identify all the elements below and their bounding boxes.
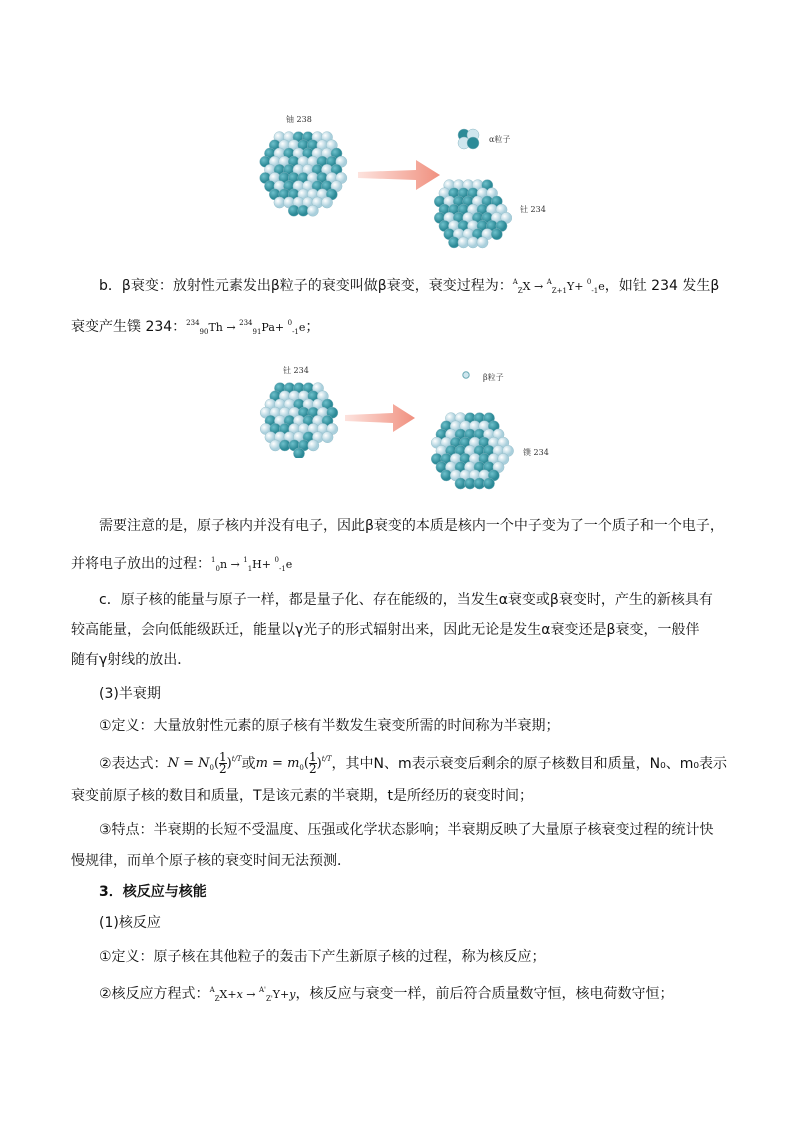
decay-arrow-icon <box>358 160 440 190</box>
protactinium-nucleus <box>427 406 515 492</box>
half-life-expression-line2: 衰变前原子核的数目和质量，T是该元素的半衰期，t是所经历的衰变时间； <box>71 788 534 804</box>
alpha-particle-label: α粒子 <box>489 135 511 144</box>
gamma-line1: c．原子核的能量与原子一样，都是量子化、存在能级的，当发生α衰变或β衰变时，产生的新核具有 <box>99 592 713 608</box>
uranium-238-label: 铀 238 <box>286 115 312 124</box>
decay-arrow-icon-2 <box>345 404 415 432</box>
beta-particle-label: β粒子 <box>483 373 504 382</box>
equation-label: ②核反应方程式： <box>99 986 210 1002</box>
nuclear-reaction-heading: (1)核反应 <box>99 915 161 931</box>
note-text: 并将电子放出的过程： <box>71 556 211 572</box>
thorium-decay-equation: $^{234}_{90}$Th → $^{234}_{91}$Pa+ $^0_{-1}$e <box>186 319 306 336</box>
nuclear-reaction-equation: $^A_Z$X+x → $^{A'}_{Z'}$Y+y <box>209 986 296 1003</box>
half-life-heading: (3)半衰期 <box>99 686 161 702</box>
gamma-line2: 较高能量，会向低能级跃迁，能量以γ光子的形式辐射出来，因此无论是发生α衰变还是β衰变，一般伴 <box>71 622 700 638</box>
thorium-234-label: 钍 234 <box>520 205 546 214</box>
note-line2 <box>71 550 292 579</box>
beta-decay-equation: $^A_Z$X → $^A_{Z+1}$Y+ $^0_{-1}$e <box>512 278 605 295</box>
half-life-feature-line1: ③特点：半衰期的长短不受温度、压强或化学状态影响；半衰期反映了大量原子核衰变过程的统计快 <box>99 822 714 838</box>
nuclear-reaction-definition: ①定义：原子核在其他粒子的轰击下产生新原子核的过程，称为核反应； <box>99 949 546 965</box>
beta-decay-line1 <box>99 272 719 301</box>
note-line1: 需要注意的是，原子核内并没有电子，因此β衰变的本质是核内一个中子变为了一个质子和一个电子， <box>99 518 724 534</box>
alpha-particle <box>456 127 482 151</box>
thorium-nucleus-2 <box>256 376 340 458</box>
beta-decay-text: b．β衰变：放射性元素发出β粒子的衰变叫做β衰变，衰变过程为： <box>99 278 513 294</box>
neutron-decay-equation: $^1_0$n → $^1_1$H+ $^0_{-1}$e <box>211 556 293 573</box>
section3-heading: 3．核反应与核能 <box>99 884 207 900</box>
half-life-definition: ①定义：大量放射性元素的原子核有半数发生衰变所需的时间称为半衰期； <box>99 718 560 734</box>
thorium-nucleus <box>430 173 512 253</box>
beta-decay-line2 <box>71 313 319 342</box>
thorium-decay-tail: ； <box>305 319 320 335</box>
thorium-decay-text: 衰变产生镤 234： <box>71 319 187 335</box>
half-life-expression <box>99 749 727 778</box>
half-life-formula-m: $m = m_0$( $\frac{1}{2}$ )$^{t/T}$ <box>255 750 332 776</box>
equation-tail: ，核反应与衰变一样，前后符合质量数守恒，核电荷数守恒； <box>295 986 674 1002</box>
protactinium-234-label: 镤 234 <box>523 448 549 457</box>
expression-tail: ，其中N、m表示衰变后剩余的原子核数目和质量，N₀、m₀表示 <box>331 755 727 772</box>
expression-label: ②表达式： <box>99 755 168 772</box>
thorium-234-label-2: 钍 234 <box>283 366 309 375</box>
nuclear-reaction-equation-line <box>99 980 673 1009</box>
uranium-nucleus <box>255 125 350 217</box>
half-life-formula-n: $N = N_0$( $\frac{1}{2}$ )$^{t/T}$ <box>167 750 242 776</box>
expression-or: 或 <box>241 755 256 772</box>
half-life-feature-line2: 慢规律，而单个原子核的衰变时间无法预测． <box>71 853 351 869</box>
beta-particle <box>461 370 471 380</box>
gamma-line3: 随有γ射线的放出． <box>71 652 192 668</box>
beta-decay-tail: ，如钍 234 发生β <box>604 278 720 294</box>
